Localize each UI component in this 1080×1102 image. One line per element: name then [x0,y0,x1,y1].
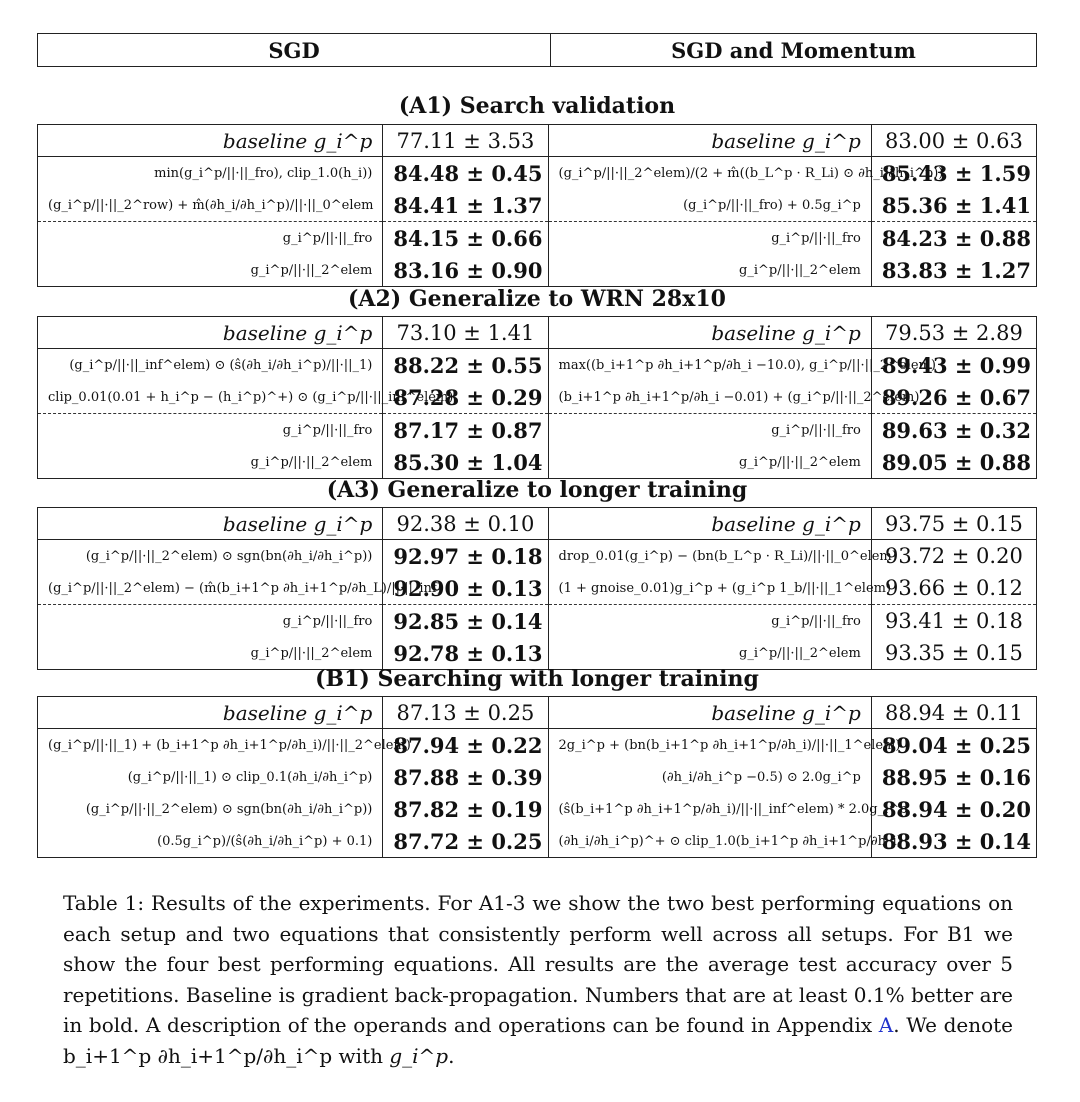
equation-left: (g_i^p/||·||_2^elem) ⊙ sgn(bn(∂h_i/∂h_i^p)) [85,801,373,817]
equation-left: g_i^p/||·||_fro [282,613,373,629]
value-right: 93.72 ± 0.20 [871,540,1036,573]
baseline-value-left: 77.11 ± 3.53 [383,125,548,157]
baseline-label-right: baseline g_i^p [548,125,871,157]
value-right: 83.83 ± 1.27 [871,254,1036,287]
value-right: 89.63 ± 0.32 [871,414,1036,447]
section-title: (A2) Generalize to WRN 28x10 [348,286,726,312]
header-sgd-momentum: SGD and Momentum [551,34,1037,67]
value-left: 87.88 ± 0.39 [383,761,548,793]
equation-right: (g_i^p/||·||_2^elem)/(2 + m̂((b_L^p · R_Li) ⊙ ∂h_i/∂h_i^p)) [558,165,944,181]
baseline-label-right: baseline g_i^p [548,508,871,540]
caption-tail-b: with [338,1043,383,1068]
table-row [38,637,1037,670]
equation-left: (g_i^p/||·||_1) ⊙ clip_0.1(∂h_i/∂h_i^p) [127,769,373,785]
baseline-value-right: 88.94 ± 0.11 [871,697,1036,729]
baseline-row [38,508,1037,540]
value-right: 93.35 ± 0.15 [871,637,1036,670]
equation-left: (g_i^p/||·||_2^elem) ⊙ sgn(bn(∂h_i/∂h_i^p)) [85,548,373,564]
section-title: (B1) Searching with longer training [315,666,759,692]
value-left: 84.15 ± 0.66 [383,222,548,255]
equation-right: g_i^p/||·||_2^elem [739,262,861,278]
equation-right: 2g_i^p + (bn(b_i+1^p ∂h_i+1^p/∂h_i)/||·||_1^elem) [558,737,901,753]
baseline-value-right: 79.53 ± 2.89 [871,317,1036,349]
equation-left: (0.5g_i^p)/(ŝ(∂h_i/∂h_i^p) + 0.1) [157,833,373,849]
value-left: 87.28 ± 0.29 [383,381,548,414]
baseline-label-right: baseline g_i^p [548,697,871,729]
table-row [38,381,1037,414]
equation-right: g_i^p/||·||_fro [771,422,861,438]
equation-right: drop_0.01(g_i^p) − (bn(b_L^p · R_Li)/||·||_0^elem) [558,548,897,564]
table-caption [63,888,1013,1071]
equation-right: g_i^p/||·||_fro [771,613,861,629]
value-left: 87.72 ± 0.25 [383,825,548,858]
value-right: 85.43 ± 1.59 [871,157,1036,190]
equation-right: (ŝ(b_i+1^p ∂h_i+1^p/∂h_i)/||·||_inf^elem) * 2.0g_i^p [558,801,908,817]
equation-left: (g_i^p/||·||_2^row) + m̂(∂h_i/∂h_i^p)/||·||_0^elem [38,189,383,222]
table-row [38,446,1037,479]
caption-denote-expr: b_i+1^p ∂h_i+1^p/∂h_i^p [63,1043,333,1068]
baseline-value-right: 93.75 ± 0.15 [871,508,1036,540]
table-row [38,349,1037,382]
section-title: (A3) Generalize to longer training [326,477,748,503]
equation-left: (g_i^p/||·||_2^elem) − (m̂(b_i+1^p ∂h_i+1^p/∂h_L)/||·||_inf) [38,572,383,605]
value-right: 93.66 ± 0.12 [871,572,1036,605]
section-title: (A1) Search validation [398,93,676,119]
equation-left: g_i^p/||·||_2^elem [250,645,373,661]
equation-left: clip_0.01(0.01 + h_i^p − (h_i^p)^+) ⊙ (g_i^p/||·||_inf^elem) [38,381,383,414]
value-left: 92.97 ± 0.18 [383,540,548,573]
table-row [38,254,1037,287]
table-row [38,414,1037,447]
caption-tail-a: . We denote [893,1013,1014,1037]
baseline-value-left: 87.13 ± 0.25 [383,697,548,729]
caption-end: . [448,1043,455,1068]
baseline-label-right: baseline g_i^p [548,317,871,349]
equation-left: g_i^p/||·||_fro [282,230,373,246]
value-left: 87.94 ± 0.22 [383,729,548,762]
equation-right: g_i^p/||·||_2^elem [739,645,861,661]
baseline-value-left: 92.38 ± 0.10 [383,508,548,540]
baseline-row [38,317,1037,349]
table-row [38,189,1037,222]
equation-left: g_i^p/||·||_2^elem [250,262,373,278]
equation-right: g_i^p/||·||_2^elem [739,454,861,470]
value-right: 84.23 ± 0.88 [871,222,1036,255]
baseline-label-left: baseline g_i^p [38,697,383,729]
equation-right: g_i^p/||·||_fro [771,230,861,246]
baseline-label-left: baseline g_i^p [38,125,383,157]
baseline-label-left: baseline g_i^p [38,508,383,540]
baseline-row [38,697,1037,729]
value-right: 88.93 ± 0.14 [871,825,1036,858]
table-row [38,825,1037,858]
appendix-link[interactable]: A [878,1013,894,1037]
value-left: 88.22 ± 0.55 [383,349,548,382]
equation-right: (∂h_i/∂h_i^p −0.5) ⊙ 2.0g_i^p [661,769,861,785]
caption-text: Table 1: Results of the experiments. For A1-3 we show the two best performing equations on each setup and two equations that consistently perform well across all setups. For B1 we show the four best performing equations. All results are the average test accuracy over 5 repetitions. Baseline is gradient back-propagation. Numbers that are at least 0.1% better are in bold. A description of the operands and operations can be found in Appendix [63,891,1013,1037]
table-row [38,729,1037,762]
caption-g-expr: g_i^p [389,1043,449,1068]
table-row [38,157,1037,190]
value-left: 83.16 ± 0.90 [383,254,548,287]
value-right: 88.95 ± 0.16 [871,761,1036,793]
equation-left: g_i^p/||·||_2^elem [250,454,373,470]
equation-right: max((b_i+1^p ∂h_i+1^p/∂h_i −10.0), g_i^p/||·||_2^elem) [558,357,936,373]
equation-right: (1 + gnoise_0.01)g_i^p + (g_i^p 1_b/||·||_1^elem) [548,572,871,605]
results-table [37,316,1037,479]
value-right: 93.41 ± 0.18 [871,605,1036,638]
header-sgd: SGD [38,34,551,67]
results-table [37,507,1037,670]
table-row [38,605,1037,638]
value-right: 89.05 ± 0.88 [871,446,1036,479]
table-row [38,793,1037,825]
equation-right: (b_i+1^p ∂h_i+1^p/∂h_i −0.01) + (g_i^p/||·||_2^elem) [548,381,871,414]
value-left: 84.41 ± 1.37 [383,189,548,222]
value-right: 89.43 ± 0.99 [871,349,1036,382]
value-left: 87.17 ± 0.87 [383,414,548,447]
baseline-value-right: 83.00 ± 0.63 [871,125,1036,157]
results-table [37,696,1037,858]
baseline-value-left: 73.10 ± 1.41 [383,317,548,349]
value-right: 88.94 ± 0.20 [871,793,1036,825]
value-left: 92.85 ± 0.14 [383,605,548,638]
table-row [38,540,1037,573]
table-row [38,572,1037,605]
baseline-label-left: baseline g_i^p [38,317,383,349]
equation-left: min(g_i^p/||·||_fro), clip_1.0(h_i)) [154,165,373,181]
value-right: 85.36 ± 1.41 [871,189,1036,222]
equation-left: (g_i^p/||·||_1) + (b_i+1^p ∂h_i+1^p/∂h_i)/||·||_2^elem) [48,737,411,753]
value-right: 89.26 ± 0.67 [871,381,1036,414]
table-row [38,761,1037,793]
equation-left: g_i^p/||·||_fro [282,422,373,438]
value-left: 92.78 ± 0.13 [383,637,548,670]
equation-left: (g_i^p/||·||_inf^elem) ⊙ (ŝ(∂h_i/∂h_i^p)/||·||_1) [69,357,373,373]
value-right: 89.04 ± 0.25 [871,729,1036,762]
table-row [38,222,1037,255]
value-left: 84.48 ± 0.45 [383,157,548,190]
equation-right: (g_i^p/||·||_fro) + 0.5g_i^p [548,189,871,222]
header-table [37,33,1037,67]
value-left: 87.82 ± 0.19 [383,793,548,825]
results-table [37,124,1037,287]
baseline-row [38,125,1037,157]
value-left: 92.90 ± 0.13 [383,572,548,605]
equation-right: (∂h_i/∂h_i^p)^+ ⊙ clip_1.0(b_i+1^p ∂h_i+1^p/∂h_i) [558,833,902,849]
value-left: 85.30 ± 1.04 [383,446,548,479]
